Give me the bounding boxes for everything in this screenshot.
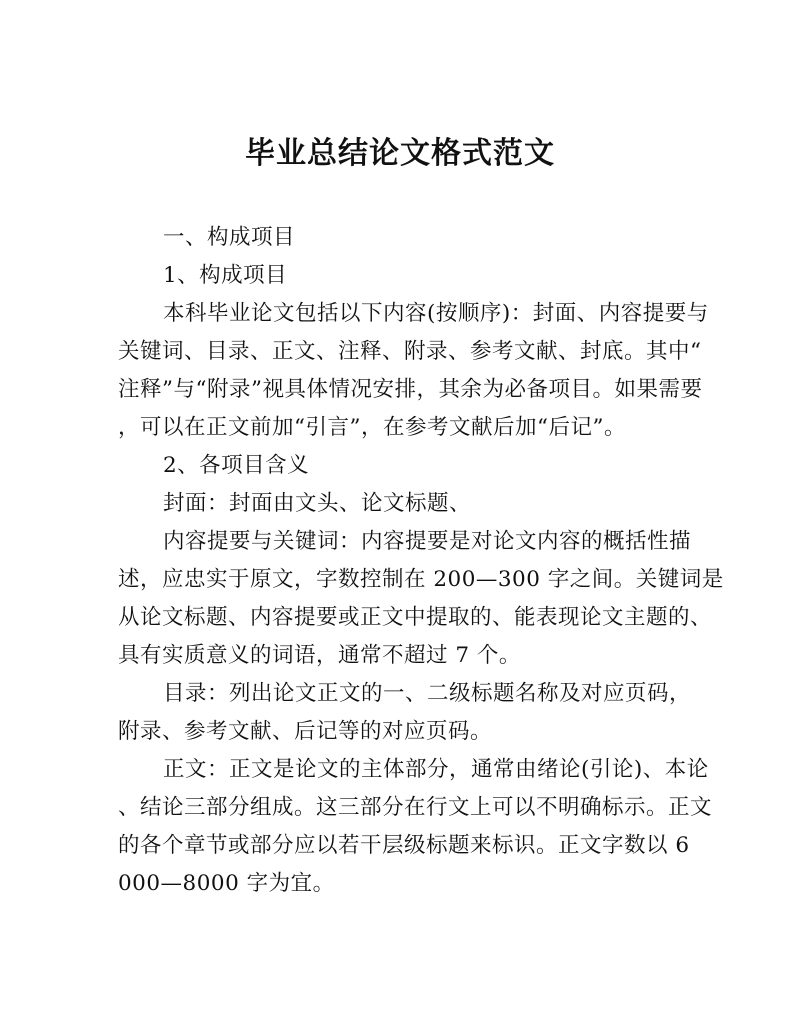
subsection-heading: 2、各项目含义 [163,453,310,478]
paragraph-line: 内容提要与关键词：内容提要是对论文内容的概括性描 [163,529,692,554]
paragraph-line: 注释”与“附录”视具体情况安排，其余为必备项目。如果需要 [118,377,703,402]
paragraph-line: 本科毕业论文包括以下内容(按顺序)：封面、内容提要与 [163,301,709,326]
document-title: 毕业总结论文格式范文 [245,136,555,171]
subsection-heading: 1、构成项目 [163,263,288,288]
paragraph-line: 目录：列出论文正文的一、二级标题名称及对应页码， [163,681,692,706]
paragraph-line: 附录、参考文献、后记等的对应页码。 [118,719,493,744]
paragraph-line: 正文：正文是论文的主体部分，通常由绪论(引论)、本论 [163,757,709,782]
paragraph-line: ，可以在正文前加“引言”，在参考文献后加“后记”。 [118,415,626,440]
paragraph-line: 具有实质意义的词语，通常不超过 7 个。 [118,643,521,668]
paragraph-line: 000—8000 字为宜。 [118,871,335,896]
paragraph-line: 封面：封面由文头、论文标题、 [163,491,472,516]
paragraph-line: 述，应忠实于原文，字数控制在 200—300 字之间。关键词是 [118,567,724,592]
document-body [118,219,724,903]
paragraph-line: 关键词、目录、正文、注释、附录、参考文献、封底。其中“ [118,339,702,364]
paragraph-line: 、结论三部分组成。这三部分在行文上可以不明确标示。正文 [118,795,713,820]
paragraph-line: 从论文标题、内容提要或正文中提取的、能表现论文主题的、 [118,605,713,630]
paragraph-line: 的各个章节或部分应以若干层级标题来标识。正文字数以 6 [118,833,690,858]
section-heading: 一、构成项目 [163,225,296,250]
